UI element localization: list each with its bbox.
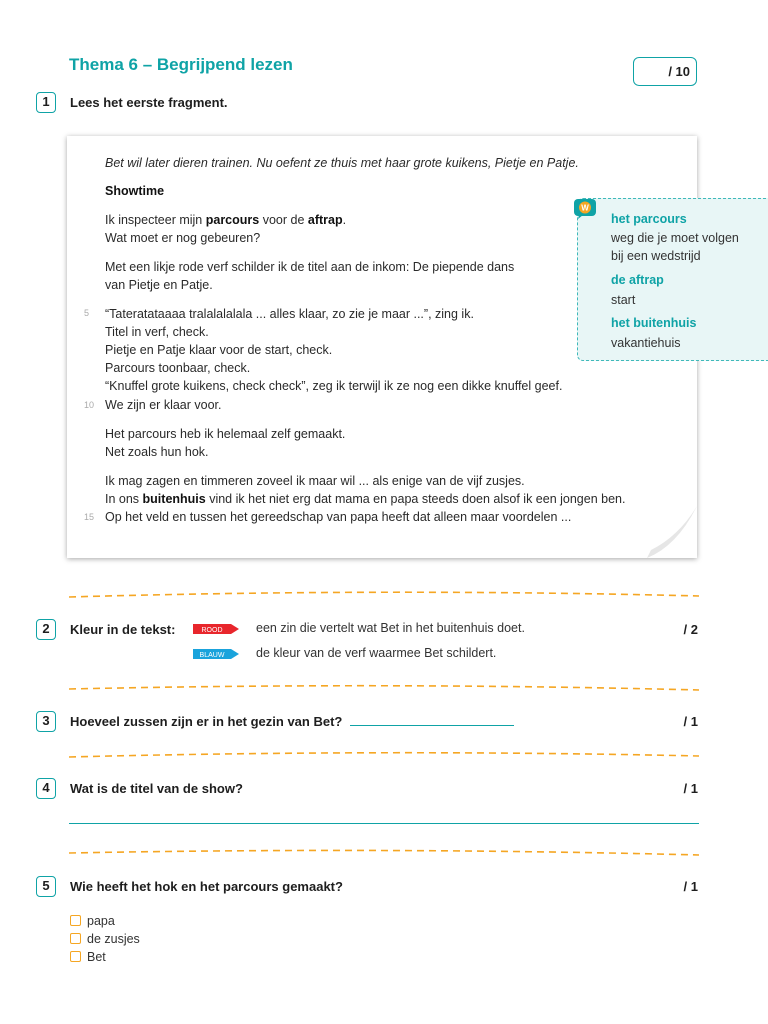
- question-2-score: / 2: [683, 622, 698, 637]
- fragment-line: Het parcours heb ik helemaal zelf gemaakt.: [105, 427, 346, 441]
- section-divider: [69, 590, 699, 600]
- fragment-intro: Bet wil later dieren trainen. Nu oefent ze thuis met haar grote kuikens, Pietje en Patje.: [105, 156, 579, 170]
- fragment-line: Ik mag zagen en timmeren zoveel ik maar wil ... als enige van de vijf zusjes.: [105, 474, 525, 488]
- vocab-term: de aftrap: [611, 273, 664, 287]
- vocab-definition: vakantiehuis: [611, 336, 681, 350]
- svg-text:ROOD: ROOD: [201, 627, 223, 634]
- vocab-definition: start: [611, 293, 636, 307]
- page-curl-decoration: [617, 506, 697, 558]
- option-de-zusjes[interactable]: de zusjes: [70, 932, 140, 946]
- question-number-1: 1: [36, 92, 56, 113]
- question-number-4: 4: [36, 778, 56, 799]
- vocab-definition: weg die je moet volgen: [611, 231, 739, 245]
- vocab-definition: bij een wedstrijd: [611, 249, 701, 263]
- fragment-line: Op het veld en tussen het gereedschap van papa heeft dat alleen maar voordelen ...: [105, 510, 572, 524]
- fragment-line: Pietje en Patje klaar voor de start, check.: [105, 343, 333, 357]
- option-bet[interactable]: Bet: [70, 950, 106, 964]
- fragment-line: Wat moet er nog gebeuren?: [105, 231, 261, 245]
- line-number: 15: [84, 512, 95, 522]
- fragment-line: We zijn er klaar voor.: [105, 398, 222, 412]
- blue-pencil-icon: [193, 648, 241, 660]
- question-2-text: Kleur in de tekst:: [70, 622, 176, 637]
- svg-text:BLAUW: BLAUW: [199, 652, 225, 659]
- question-number-3: 3: [36, 711, 56, 732]
- question-1-text: Lees het eerste fragment.: [70, 95, 228, 110]
- page-title: Thema 6 – Begrijpend lezen: [69, 55, 293, 74]
- checkbox[interactable]: [70, 951, 81, 962]
- vocab-term: het buitenhuis: [611, 316, 697, 330]
- checkbox[interactable]: [70, 933, 81, 944]
- total-score-box: / 10: [633, 57, 697, 86]
- question-number-5: 5: [36, 876, 56, 897]
- word-badge-icon: [574, 199, 596, 219]
- line-number: 5: [84, 308, 90, 318]
- line-number: 10: [84, 400, 95, 410]
- question-3-text: Hoeveel zussen zijn er in het gezin van Bet?: [70, 714, 343, 729]
- fragment-line: Met een likje rode verf schilder ik de titel aan de inkom: De piepende dans: [105, 260, 515, 274]
- question-5-text: Wie heeft het hok en het parcours gemaakt?: [70, 879, 343, 894]
- question-4-text: Wat is de titel van de show?: [70, 781, 243, 796]
- fragment-line: Parcours toonbaar, check.: [105, 361, 251, 375]
- question-5-score: / 1: [683, 879, 698, 894]
- fragment-line: van Pietje en Patje.: [105, 278, 213, 292]
- fragment-line: Titel in verf, check.: [105, 325, 209, 339]
- question-4-score: / 1: [683, 781, 698, 796]
- fragment-line: “Knuffel grote kuikens, check check”, zeg ik terwijl ik ze nog een dikke knuffel geef.: [105, 379, 563, 393]
- fragment-line: “Tateratataaaa tralalalalala ... alles klaar, zo zie je maar ...”, zing ik.: [105, 307, 474, 321]
- section-divider: [69, 683, 699, 693]
- red-pencil-icon: [193, 623, 241, 635]
- section-divider: [69, 848, 699, 858]
- question-3-score: / 1: [683, 714, 698, 729]
- blue-instruction: de kleur van de verf waarmee Bet schildert.: [256, 646, 497, 660]
- svg-text:W: W: [581, 203, 589, 213]
- red-instruction: een zin die vertelt wat Bet in het buitenhuis doet.: [256, 621, 525, 635]
- answer-line-4[interactable]: [69, 823, 699, 824]
- fragment-line: Net zoals hun hok.: [105, 445, 209, 459]
- option-papa[interactable]: papa: [70, 914, 115, 928]
- question-number-2: 2: [36, 619, 56, 640]
- checkbox[interactable]: [70, 915, 81, 926]
- vocab-term: het parcours: [611, 212, 687, 226]
- fragment-line: In ons buitenhuis vind ik het niet erg dat mama en papa steeds doen alsof ik een jongen ben.: [105, 492, 626, 506]
- answer-line-3[interactable]: [350, 725, 514, 726]
- section-divider: [69, 750, 699, 760]
- fragment-heading: Showtime: [105, 184, 165, 198]
- fragment-line: Ik inspecteer mijn parcours voor de aftrap.: [105, 213, 347, 227]
